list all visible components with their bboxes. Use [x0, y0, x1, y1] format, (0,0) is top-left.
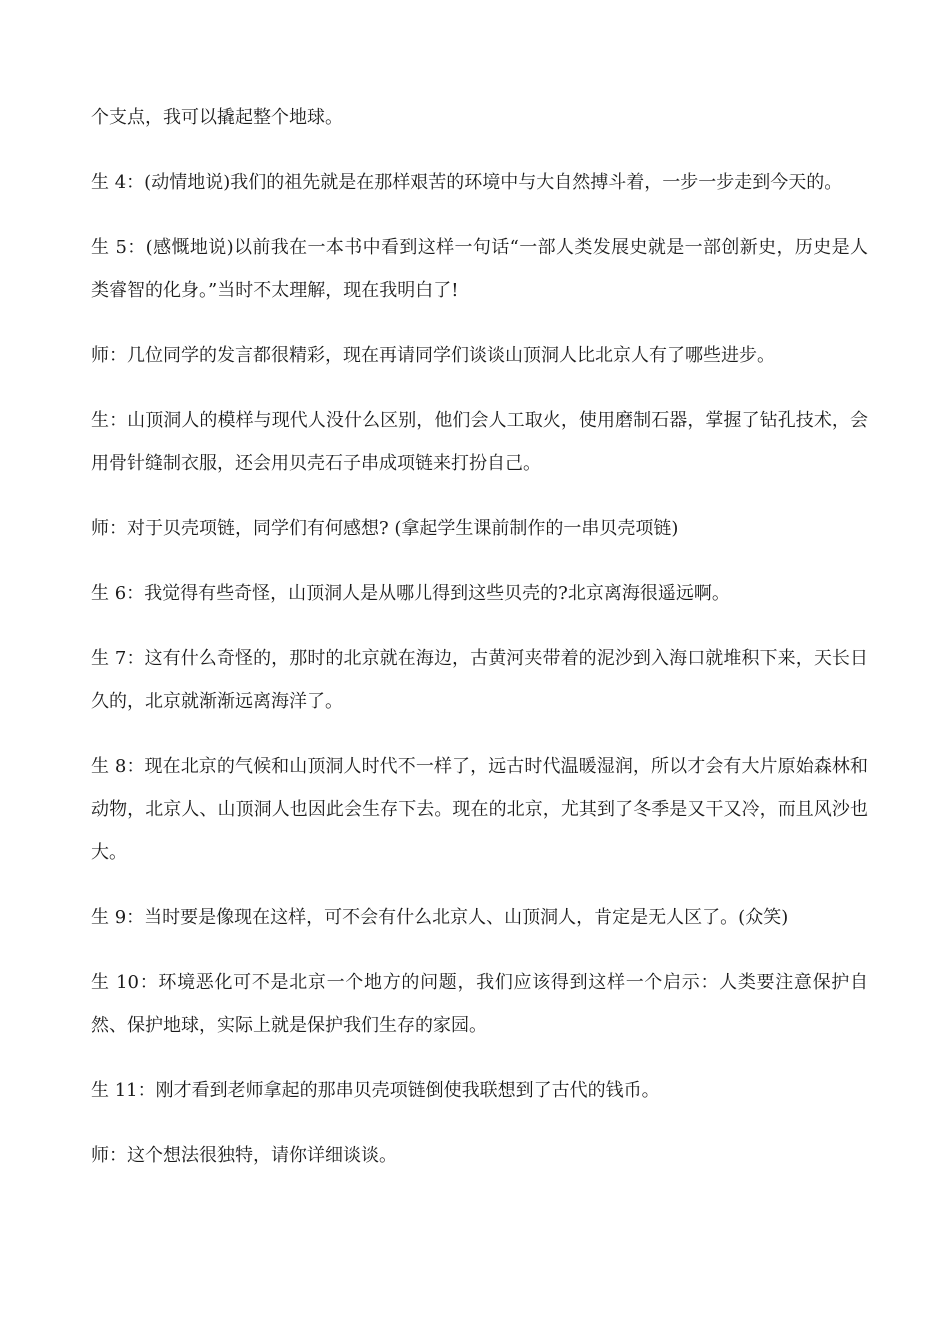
paragraph: 生 8：现在北京的气候和山顶洞人时代不一样了，远古时代温暖湿润，所以才会有大片原始森林和动物，北京人、山顶洞人也因此会生存下去。现在的北京，尤其到了冬季是又干又冷，而且风沙也大。 [91, 756, 868, 863]
paragraph: 师：对于贝壳项链，同学们有何感想? (拿起学生课前制作的一串贝壳项链) [91, 518, 679, 539]
paragraph: 个支点，我可以撬起整个地球。 [91, 107, 343, 128]
paragraph: 生 10：环境恶化可不是北京一个地方的问题，我们应该得到这样一个启示：人类要注意保护自然、保护地球，实际上就是保护我们生存的家园。 [91, 972, 868, 1036]
paragraph: 生 7：这有什么奇怪的，那时的北京就在海边，古黄河夹带着的泥沙到入海口就堆积下来，天长日久的，北京就渐渐远离海洋了。 [91, 648, 868, 712]
paragraph: 师：这个想法很独特，请你详细谈谈。 [91, 1145, 397, 1166]
paragraph: 生 9：当时要是像现在这样，可不会有什么北京人、山顶洞人，肯定是无人区了。(众笑) [91, 907, 789, 928]
paragraph: 生 4：(动情地说)我们的祖先就是在那样艰苦的环境中与大自然搏斗着，一步一步走到今天的。 [91, 172, 843, 193]
paragraph: 生 5：(感慨地说)以前我在一本书中看到这样一句话“一部人类发展史就是一部创新史，历史是人类睿智的化身。”当时不太理解，现在我明白了! [91, 237, 868, 301]
paragraph: 生 6：我觉得有些奇怪，山顶洞人是从哪儿得到这些贝壳的?北京离海很遥远啊。 [91, 583, 730, 604]
paragraph: 师：几位同学的发言都很精彩，现在再请同学们谈谈山顶洞人比北京人有了哪些进步。 [91, 345, 775, 366]
paragraph: 生：山顶洞人的模样与现代人没什么区别，他们会人工取火，使用磨制石器，掌握了钻孔技术，会用骨针缝制衣服，还会用贝壳石子串成项链来打扮自己。 [91, 410, 868, 474]
paragraph: 生 11：刚才看到老师拿起的那串贝壳项链倒使我联想到了古代的钱币。 [91, 1080, 660, 1101]
